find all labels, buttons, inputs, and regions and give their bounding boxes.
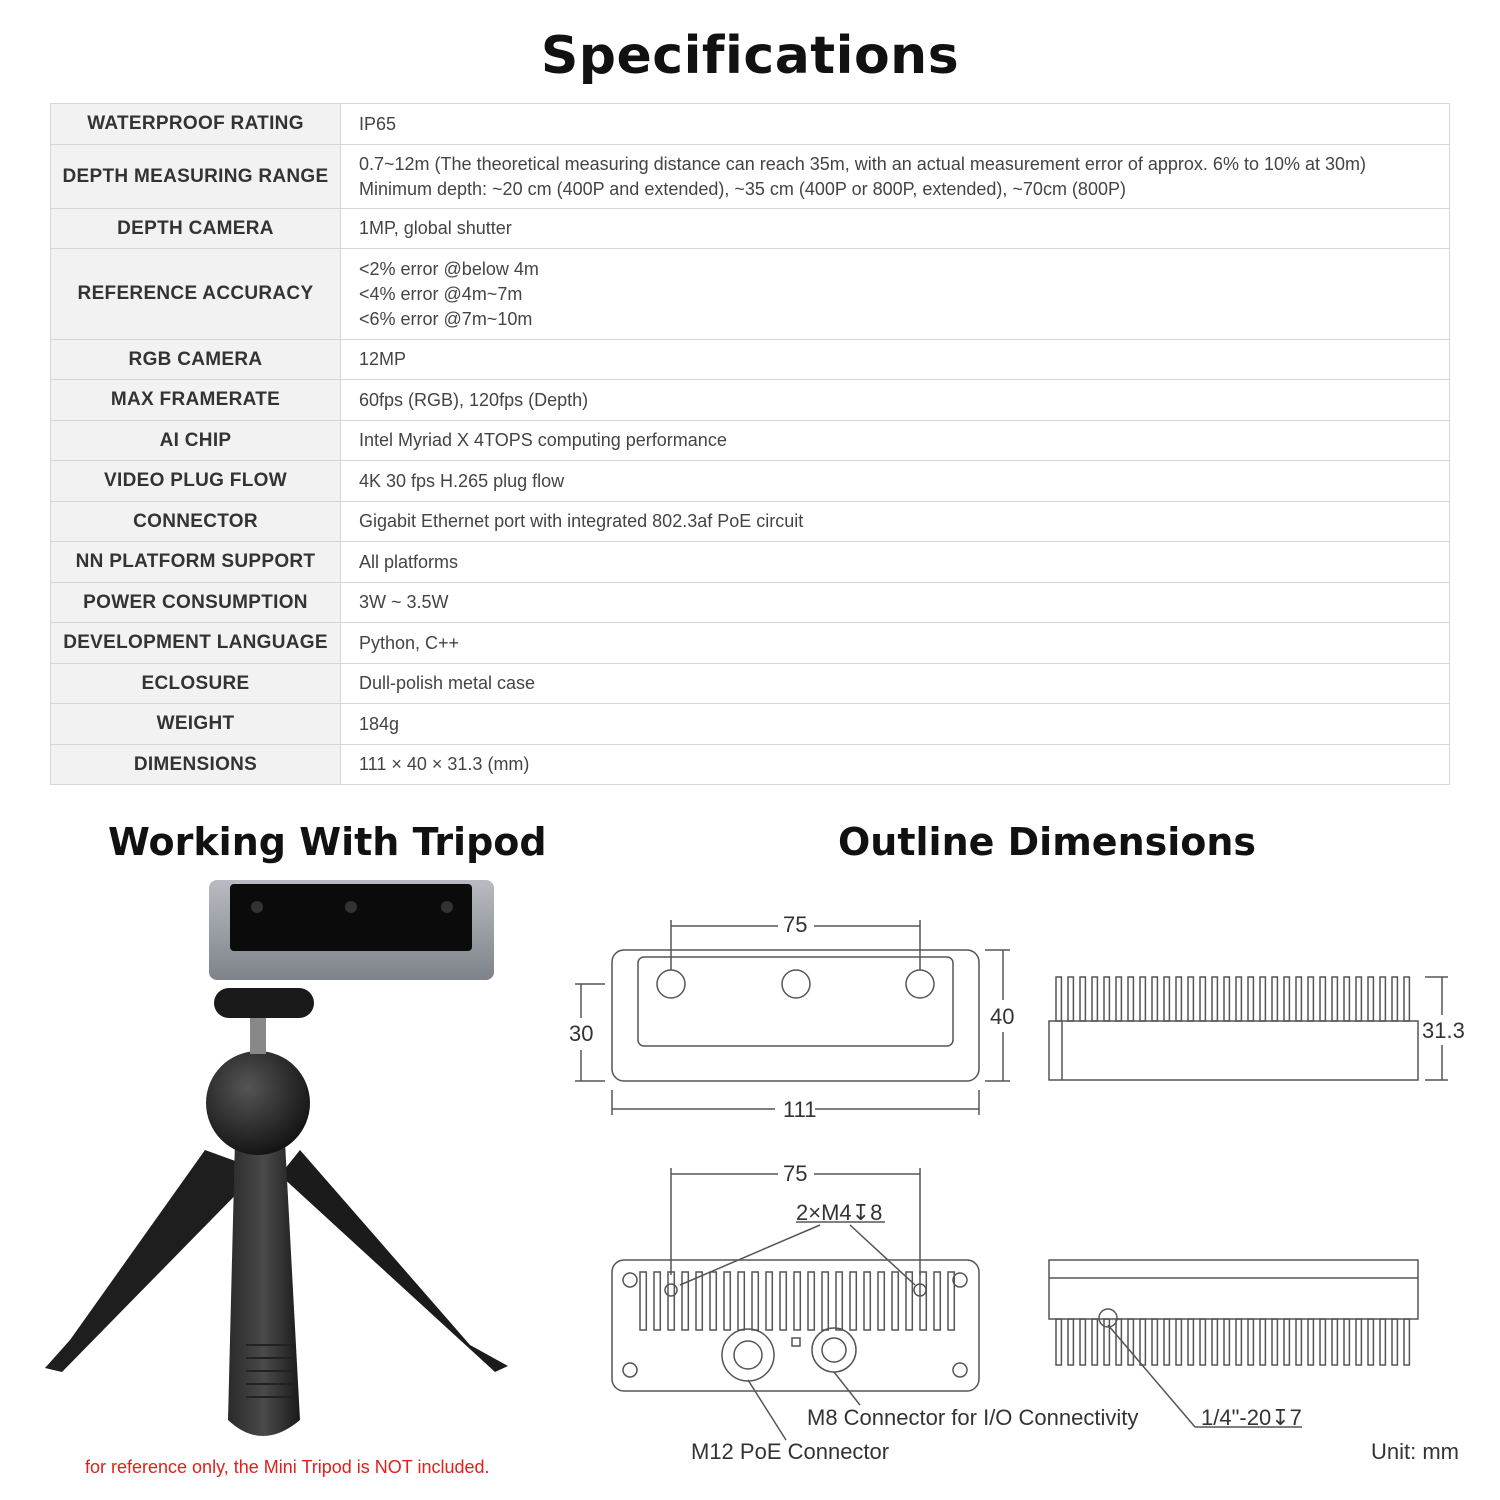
heatsink-fin (1392, 977, 1397, 1021)
spec-label: NN PLATFORM SUPPORT (51, 542, 341, 583)
page-title: Specifications (540, 26, 960, 86)
spec-value-line: 0.7~12m (The theoretical measuring distance can reach 35m, with an actual measurement error of approx. 6% to 10% at 30m) (359, 153, 1367, 174)
heatsink-fin (1284, 1319, 1289, 1365)
heatsink-fin (1248, 977, 1253, 1021)
tripod-note: for reference only, the Mini Tripod is NOT included. (85, 1457, 490, 1477)
heatsink-fin (1224, 977, 1229, 1021)
heatsink-fin (1164, 977, 1169, 1021)
heatsink-fin (836, 1272, 842, 1330)
heatsink-fin (892, 1272, 898, 1330)
heatsink-fin (934, 1272, 940, 1330)
spec-label: POWER CONSUMPTION (51, 583, 341, 623)
heatsink-fin (1236, 977, 1241, 1021)
spec-value-line: 1MP, global shutter (359, 218, 512, 238)
heatsink-fin (1380, 977, 1385, 1021)
heatsink-fin (1404, 977, 1409, 1021)
heatsink-fin (1212, 1319, 1217, 1365)
heatsink-fin (1260, 977, 1265, 1021)
heatsink-fin (1188, 977, 1193, 1021)
heatsink-fin (1116, 977, 1121, 1021)
tripod-heading: Working With Tripod (108, 820, 547, 864)
heatsink-fin (864, 1272, 870, 1330)
spec-value-line: 60fps (RGB), 120fps (Depth) (359, 389, 589, 410)
spec-label: AI CHIP (51, 421, 341, 461)
heatsink-fin (1308, 977, 1313, 1021)
heatsink-fin (654, 1272, 660, 1330)
heatsink-fin (1116, 1319, 1121, 1365)
dim-75-bottom: 75 (783, 1161, 808, 1186)
heatsink-fin (1080, 977, 1085, 1021)
heatsink-fin (1176, 977, 1181, 1021)
dim-75-top: 75 (783, 912, 808, 937)
spec-label: VIDEO PLUG FLOW (51, 461, 341, 502)
heatsink-fin (1056, 1319, 1061, 1365)
spec-value-line: Minimum depth: ~20 cm (400P and extended), ~35 cm (400P or 800P, extended), ~70cm (800P) (359, 178, 1126, 199)
heatsink-fin (1068, 977, 1073, 1021)
spec-value-line: 4K 30 fps H.265 plug flow (359, 470, 565, 491)
heatsink-fin (1104, 977, 1109, 1021)
heatsink-fin (1380, 1319, 1385, 1365)
unit-label: Unit: mm (1371, 1439, 1459, 1464)
heatsink-fin (1392, 1319, 1397, 1365)
heatsink-fin (1056, 977, 1061, 1021)
heatsink-fin (1224, 1319, 1229, 1365)
side-view-top (1049, 977, 1448, 1080)
heatsink-fin (1368, 1319, 1373, 1365)
heatsink-fin (1164, 1319, 1169, 1365)
dim-31-3: 31.3 (1422, 1018, 1465, 1043)
heatsink-fin (1128, 1319, 1133, 1365)
heatsink-fin (1368, 977, 1373, 1021)
heatsink-fin (738, 1272, 744, 1330)
heatsink-fin (878, 1272, 884, 1330)
spec-label: DIMENSIONS (51, 745, 341, 785)
heatsink-fin (808, 1272, 814, 1330)
spec-label: DEPTH CAMERA (51, 209, 341, 249)
heatsink-fin (1332, 1319, 1337, 1365)
spec-label: WEIGHT (51, 704, 341, 745)
heatsink-fin (1200, 1319, 1205, 1365)
heatsink-fin (920, 1272, 926, 1330)
heatsink-fin (1308, 1319, 1313, 1365)
spec-value-line: <4% error @4m~7m (359, 283, 523, 304)
heatsink-fin (668, 1272, 674, 1330)
heatsink-fin (1068, 1319, 1073, 1365)
heatsink-fin (710, 1272, 716, 1330)
heatsink-fin (1356, 977, 1361, 1021)
heatsink-fin (696, 1272, 702, 1330)
dim-111: 111 (783, 1097, 817, 1122)
heatsink-fin (794, 1272, 800, 1330)
m8-connector-label: M8 Connector for I/O Connectivity (807, 1405, 1139, 1430)
heatsink-fin (1140, 977, 1145, 1021)
heatsink-fin (1152, 1319, 1157, 1365)
spec-value-line: <6% error @7m~10m (359, 308, 533, 329)
heatsink-fin (1128, 977, 1133, 1021)
spec-value-line: 184g (359, 713, 400, 734)
spec-value-line: Intel Myriad X 4TOPS computing performance (359, 430, 727, 450)
heatsink-fin (1212, 977, 1217, 1021)
heatsink-fin (1272, 977, 1277, 1021)
spec-label: DEPTH MEASURING RANGE (51, 145, 341, 209)
heatsink-fin (1152, 977, 1157, 1021)
spec-label: CONNECTOR (51, 502, 341, 542)
heatsink-fin (1332, 977, 1337, 1021)
heatsink-fin (1200, 977, 1205, 1021)
heatsink-fin (1284, 977, 1289, 1021)
heatsink-fin (1296, 977, 1301, 1021)
spec-label: WATERPROOF RATING (51, 104, 341, 145)
heatsink-fin (1320, 977, 1325, 1021)
spec-value-line: 111 × 40 × 31.3 (mm) (359, 754, 530, 774)
outline-heading: Outline Dimensions (838, 820, 1257, 864)
screw-hole-label: 2×M4↧8 (796, 1200, 883, 1225)
heatsink-fin (766, 1272, 772, 1330)
heatsink-fin (724, 1272, 730, 1330)
heatsink-fin (682, 1272, 688, 1330)
heatsink-fin (1092, 1319, 1097, 1365)
spec-label: DEVELOPMENT LANGUAGE (51, 623, 341, 664)
side-view-bottom (1049, 1260, 1418, 1427)
heatsink-fin (1248, 1319, 1253, 1365)
heatsink-fin (1092, 977, 1097, 1021)
heatsink-fin (1080, 1319, 1085, 1365)
heatsink-fin (780, 1272, 786, 1330)
front-view (575, 920, 1010, 1115)
m12-connector-label: M12 PoE Connector (691, 1439, 890, 1464)
dim-30: 30 (569, 1021, 594, 1046)
heatsink-fin (1140, 1319, 1145, 1365)
spec-label: REFERENCE ACCURACY (51, 249, 341, 340)
spec-value-line: Gigabit Ethernet port with integrated 802.3af PoE circuit (359, 511, 804, 531)
tripod-thread-label: 1/4"-20↧7 (1201, 1405, 1302, 1430)
spec-value-line: 3W ~ 3.5W (359, 592, 449, 612)
heatsink-fin (850, 1272, 856, 1330)
heatsink-fin (1260, 1319, 1265, 1365)
spec-value-line: 12MP (359, 349, 407, 369)
spec-label: ECLOSURE (51, 664, 341, 704)
spec-value-line: Python, C++ (359, 632, 460, 653)
spec-value-line: Dull-polish metal case (359, 673, 536, 693)
heatsink-fin (1344, 1319, 1349, 1365)
heatsink-fin (1296, 1319, 1301, 1365)
heatsink-fin (1236, 1319, 1241, 1365)
heatsink-fin (1176, 1319, 1181, 1365)
spec-label: MAX FRAMERATE (51, 380, 341, 421)
heatsink-fin (1320, 1319, 1325, 1365)
heatsink-fin (1272, 1319, 1277, 1365)
spec-value-line: IP65 (359, 113, 397, 134)
spec-value-line: <2% error @below 4m (359, 258, 539, 279)
heatsink-fin (1188, 1319, 1193, 1365)
heatsink-fin (1356, 1319, 1361, 1365)
spec-label: RGB CAMERA (51, 340, 341, 380)
dim-40: 40 (990, 1004, 1015, 1029)
heatsink-fin (1344, 977, 1349, 1021)
heatsink-fin (822, 1272, 828, 1330)
heatsink-fin (752, 1272, 758, 1330)
heatsink-fin (1404, 1319, 1409, 1365)
spec-value-line: All platforms (359, 551, 459, 572)
heatsink-fin (640, 1272, 646, 1330)
